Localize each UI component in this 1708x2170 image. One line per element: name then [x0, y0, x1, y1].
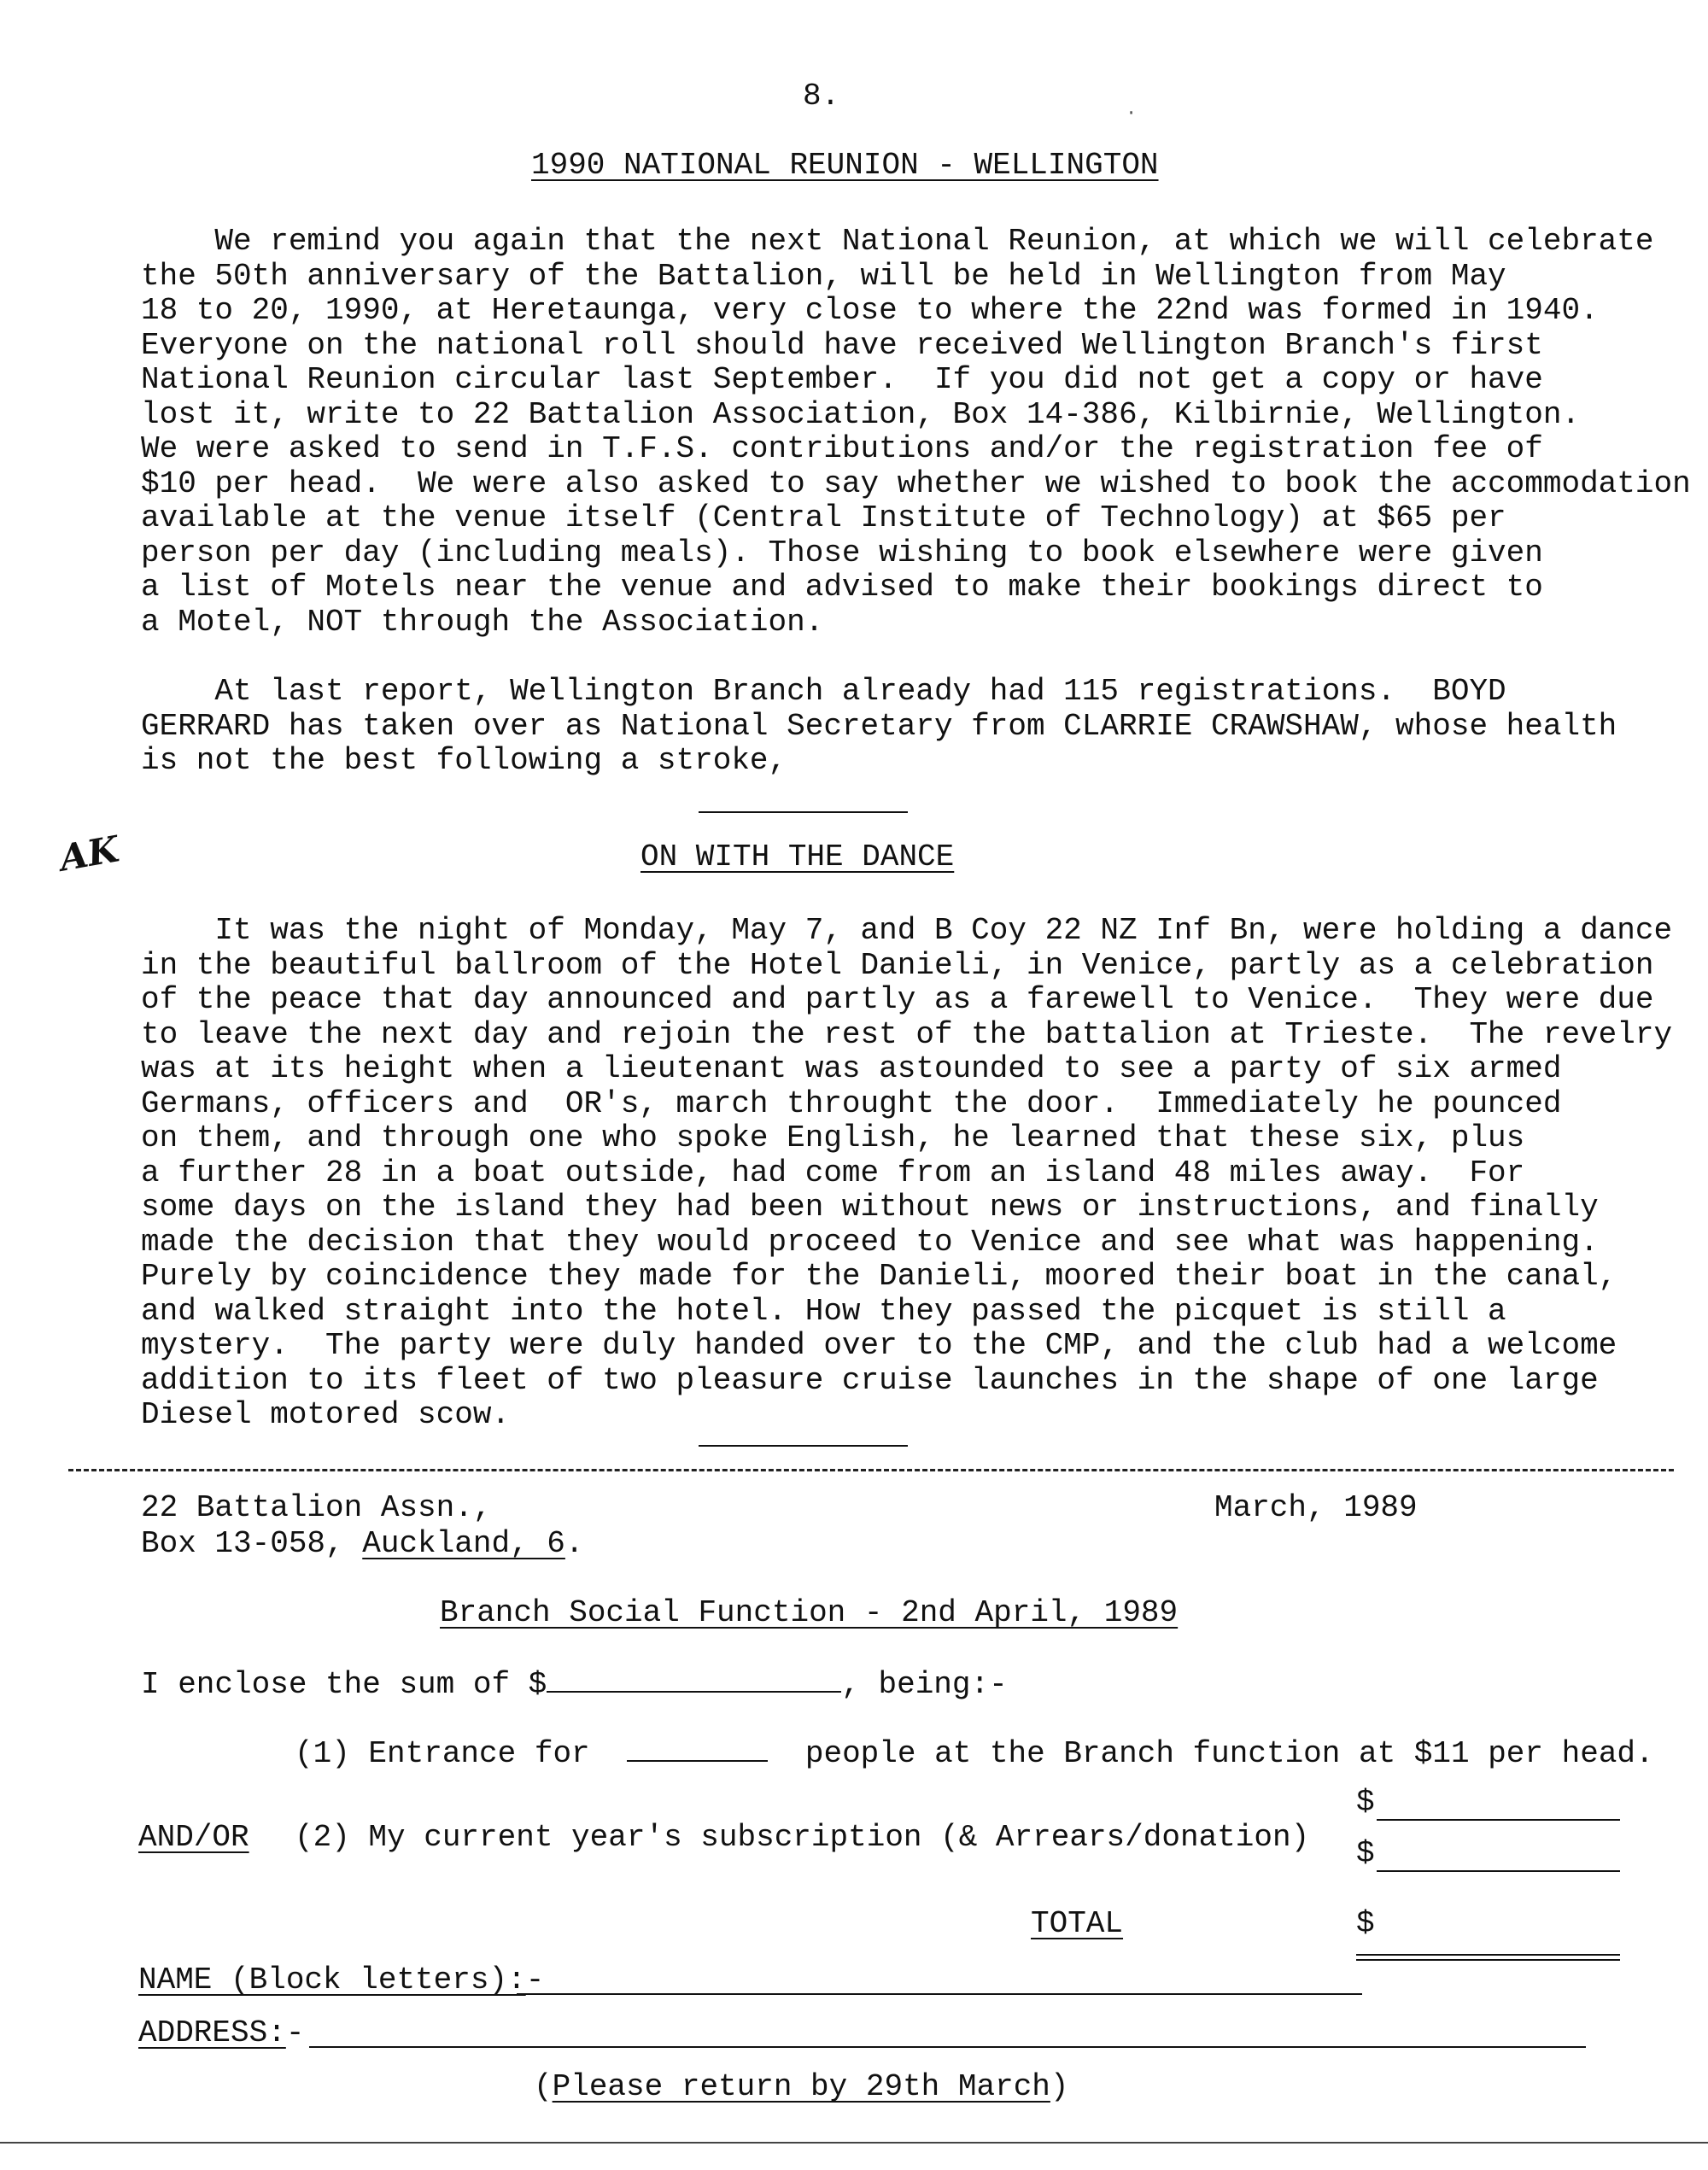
text-line: made the decision that they would proceed to Venice and see what was happening.: [141, 1224, 1599, 1260]
paren-open: (: [534, 2069, 553, 2104]
form-address-line-1: 22 Battalion Assn.,: [141, 1490, 492, 1525]
total-amount-field[interactable]: [1356, 1954, 1620, 1961]
item-1-line: [295, 1734, 1654, 1771]
section-divider: [699, 811, 908, 813]
amount-2-field[interactable]: [1377, 1870, 1620, 1872]
text-line: to leave the next day and rejoin the rest of the battalion at Trieste. The revelry: [141, 1016, 1673, 1052]
reunion-paragraph-2: [141, 675, 1617, 779]
text-line: We remind you again that the next National Reunion, at which we will celebrate: [141, 224, 1654, 259]
and-or-label: AND/OR: [138, 1820, 249, 1855]
text-line: and walked straight into the hotel. How they passed the picquet is still a: [141, 1293, 1506, 1329]
reunion-paragraph-1: [141, 225, 1691, 640]
text-line: $10 per head. We were also asked to say whether we wished to book the accommodation: [141, 465, 1691, 501]
section-divider: [699, 1445, 908, 1447]
text-line: in the beautiful ballroom of the Hotel Danieli, in Venice, partly as a celebration: [141, 947, 1654, 983]
text-line: Germans, officers and OR's, march throught the door. Immediately he pounced: [141, 1085, 1562, 1121]
text-line: 18 to 20, 1990, at Heretaunga, very close to where the 22nd was formed in 1940.: [141, 293, 1599, 328]
address-label: ADDRESS:: [138, 2015, 286, 2050]
text-line: Diesel motored scow.: [141, 1397, 511, 1432]
text-line: on them, and through one who spoke English, he learned that these six, plus: [141, 1120, 1525, 1155]
return-instruction: [534, 2069, 1069, 2104]
text-line: Purely by coincidence they made for the Danieli, moored their boat in the canal,: [141, 1259, 1617, 1294]
enclose-label-suffix: , being:-: [841, 1667, 1008, 1702]
scan-speck: ·: [1126, 102, 1138, 124]
text-line: of the peace that day announced and partly as a farewell to Venice. They were due: [141, 982, 1654, 1017]
text-line: addition to its fleet of two pleasure cruise launches in the shape of one large: [141, 1362, 1599, 1398]
enclose-line: [141, 1665, 1008, 1702]
item-1-prefix: (1) Entrance for: [295, 1736, 590, 1771]
text-line: is not the best following a stroke,: [141, 743, 787, 778]
box-number: Box 13-058,: [141, 1526, 363, 1561]
total-label: TOTAL: [1031, 1906, 1124, 1941]
form-address-line-2: [141, 1526, 584, 1561]
people-count-field[interactable]: [627, 1734, 768, 1762]
amount-1-field[interactable]: [1377, 1819, 1620, 1821]
text-line: Everyone on the national roll should have received Wellington Branch's first: [141, 327, 1543, 363]
text-line: person per day (including meals). Those wishing to book elsewhere were given: [141, 535, 1543, 570]
text-line: some days on the island they had been without news or instructions, and finally: [141, 1190, 1599, 1225]
dance-heading: ON WITH THE DANCE: [640, 839, 955, 874]
text-line: a further 28 in a boat outside, had come from an island 48 miles away. For: [141, 1155, 1525, 1190]
item-1-suffix: people at the Branch function at $11 per head.: [804, 1736, 1654, 1771]
name-label: NAME (Block letters):: [138, 1962, 526, 1997]
dance-paragraph: [141, 914, 1672, 1433]
text-line: lost it, write to 22 Battalion Association, Box 14-386, Kilbirnie, Wellington.: [141, 396, 1581, 432]
name-line: [138, 1962, 544, 1997]
text-line: was at its height when a lieutenant was astounded to see a party of six armed: [141, 1051, 1562, 1086]
return-text: Please return by 29th March: [552, 2069, 1050, 2104]
dollar-sign-total: $: [1356, 1906, 1375, 1941]
address-line: [138, 2015, 304, 2050]
text-line: a list of Motels near the venue and advised to make their bookings direct to: [141, 570, 1543, 605]
name-label-suffix: -: [525, 1962, 545, 1997]
tear-off-line: [68, 1469, 1674, 1471]
punctuation: .: [564, 1526, 584, 1561]
text-line: available at the venue itself (Central Institute of Technology) at $65 per: [141, 500, 1506, 535]
text-line: It was the night of Monday, May 7, and B Coy 22 NZ Inf Bn, were holding a dance: [141, 913, 1673, 948]
name-field[interactable]: [517, 1993, 1362, 1995]
handwritten-initials: AK: [56, 828, 122, 880]
paren-close: ): [1050, 2069, 1069, 2104]
text-line: a Motel, NOT through the Association.: [141, 604, 824, 640]
reunion-heading: 1990 NATIONAL REUNION - WELLINGTON: [531, 148, 1159, 183]
enclose-label: I enclose the sum of $: [141, 1667, 547, 1702]
enclosed-sum-field[interactable]: [547, 1665, 841, 1693]
text-line: National Reunion circular last September. If you did not get a copy or have: [141, 362, 1543, 397]
text-line: mystery. The party were duly handed over to the CMP, and the club had a welcome: [141, 1328, 1617, 1363]
text-line: We were asked to send in T.F.S. contributions and/or the registration fee of: [141, 431, 1543, 466]
address-field[interactable]: [309, 2046, 1586, 2048]
page-number: 8.: [803, 79, 840, 114]
address-label-suffix: -: [285, 2015, 305, 2050]
city: Auckland, 6: [362, 1526, 565, 1561]
text-line: the 50th anniversary of the Battalion, will be held in Wellington from May: [141, 258, 1506, 294]
text-line: At last report, Wellington Branch already had 115 registrations. BOYD: [141, 674, 1506, 709]
form-date: March, 1989: [1214, 1490, 1418, 1525]
item-2-label: (2) My current year's subscription (& Arrears/donation): [295, 1820, 1310, 1855]
page-bottom-edge: [0, 2142, 1708, 2144]
dollar-sign-2: $: [1356, 1836, 1375, 1871]
form-title: Branch Social Function - 2nd April, 1989: [440, 1595, 1179, 1630]
text-line: GERRARD has taken over as National Secretary from CLARRIE CRAWSHAW, whose health: [141, 708, 1617, 744]
dollar-sign-1: $: [1356, 1785, 1375, 1820]
